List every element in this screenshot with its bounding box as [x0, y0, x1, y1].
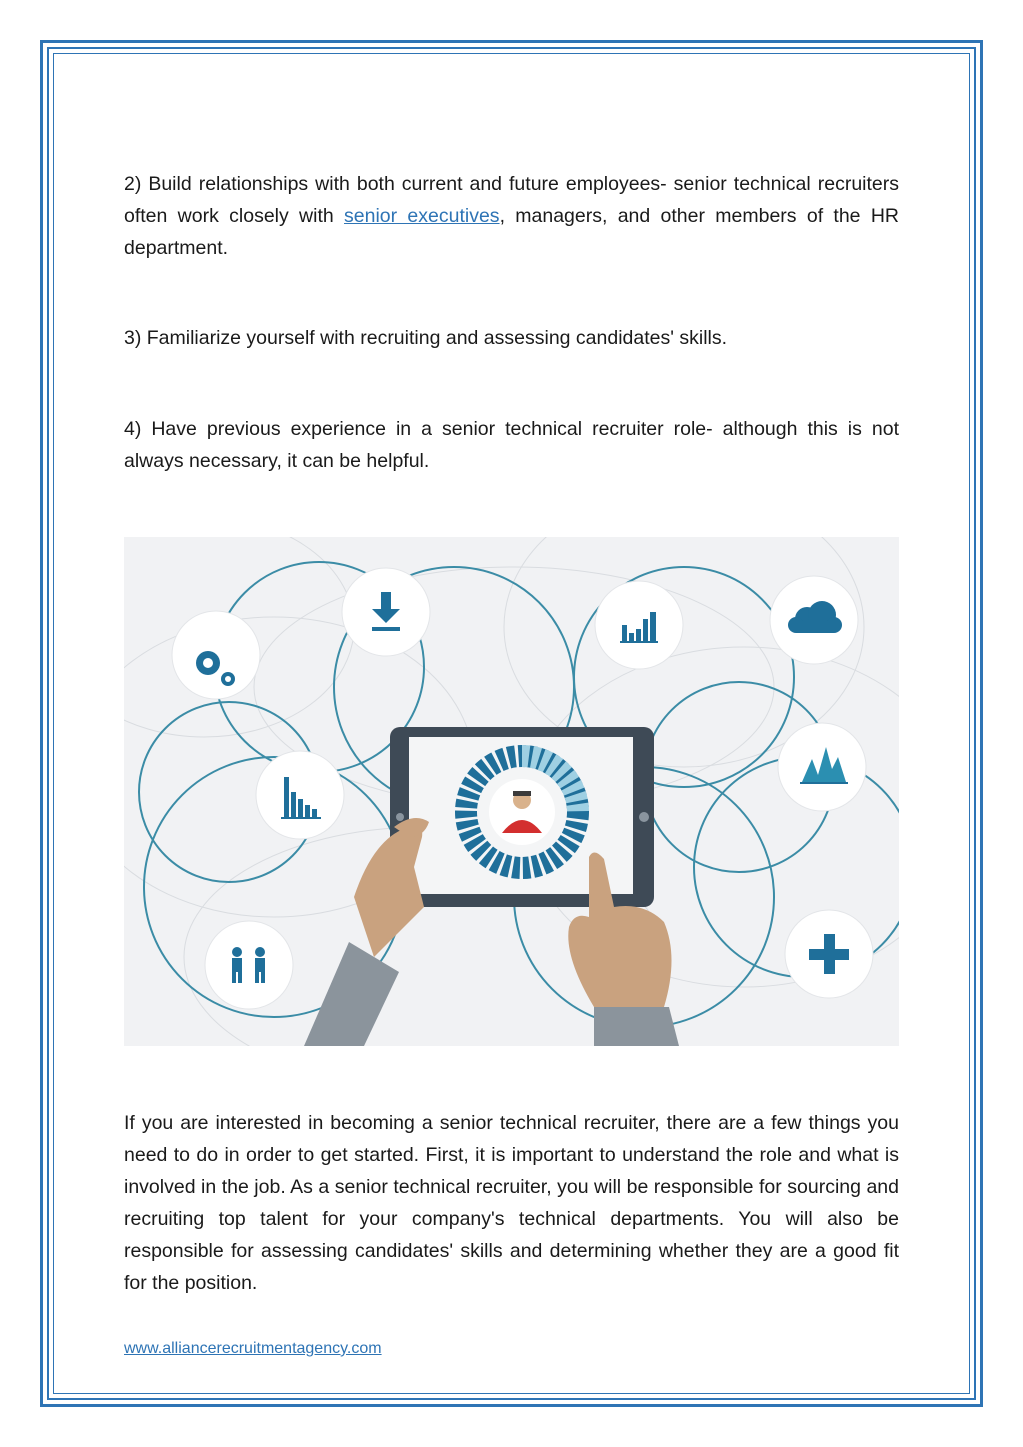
- paragraph-text: , managers, and other members of the HR department.: [124, 205, 899, 259]
- senior-executives-link[interactable]: senior executives: [344, 205, 500, 227]
- recruitment-illustration: [124, 537, 899, 1046]
- paragraph-text: 2) Build relationships with both current and future employees- senior technical recruiters often work closely with: [124, 173, 899, 227]
- paragraph-relationships: [124, 168, 899, 264]
- tablet-device: [390, 727, 654, 907]
- paragraph-getting-started: If you are interested in becoming a senior technical recruiter, there are a few things you need to do in order to get started. First, it is important to understand the role and what is involved in the job. As a senior technical recruiter, you will be responsible for sourcing and recruiting top talent for your company's technical departments. You will also be responsible for assessing candidates' skills and determining whether they are a good fit for the position.: [124, 1112, 899, 1294]
- paragraph-experience: 4) Have previous experience in a senior technical recruiter role- although this is not always necessary, it can be helpful.: [124, 418, 899, 472]
- histogram-icon-circle: [256, 751, 344, 839]
- footer-website-link[interactable]: www.alliancerecruitmentagency.com: [124, 1340, 382, 1357]
- bar-chart-icon-circle: [595, 581, 683, 669]
- people-icon-circle: [205, 921, 293, 1009]
- paragraph-familiarize: 3) Familiarize yourself with recruiting and assessing candidates' skills.: [124, 327, 728, 349]
